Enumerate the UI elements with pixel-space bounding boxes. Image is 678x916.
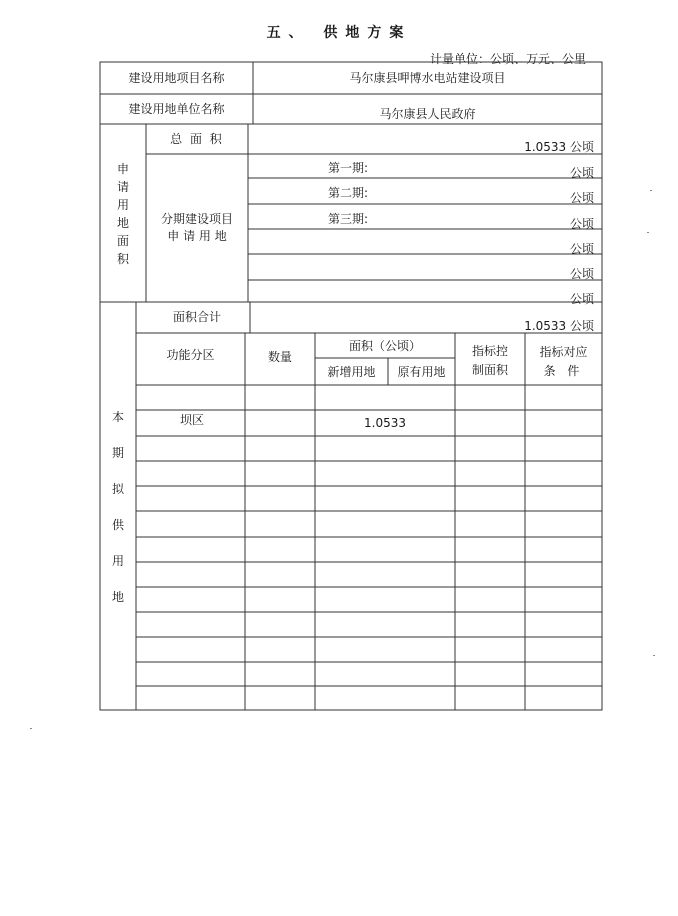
col-count-header: 数量 xyxy=(267,350,292,364)
col-ctrl-header-line1: 指标控 xyxy=(471,344,508,358)
phase-2-label: 第二期: xyxy=(328,186,369,200)
project-name-label: 建设用地项目名称 xyxy=(128,71,225,85)
col-cond-header-line1: 指标对应 xyxy=(539,345,588,359)
phase-3-unit: 公顷 xyxy=(569,217,594,231)
col-zone-header: 功能分区 xyxy=(166,348,215,362)
phase-6-unit: 公顷 xyxy=(569,292,594,306)
unit-name-label: 建设用地单位名称 xyxy=(128,102,225,116)
area-total-value: 1.0533 公顷 xyxy=(524,319,594,333)
phase-2-unit: 公顷 xyxy=(569,191,594,205)
col-cond-header-line2: 条 件 xyxy=(543,364,584,378)
phase-1-unit: 公顷 xyxy=(569,166,594,180)
project-name-value: 马尔康县呷博水电站建设项目 xyxy=(349,71,506,85)
total-area-label: 总 面 积 xyxy=(170,132,224,146)
col-new-header: 新增用地 xyxy=(327,365,376,379)
phase-label-line2: 申 请 用 地 xyxy=(167,229,227,243)
phase-5-unit: 公顷 xyxy=(569,267,594,281)
phase-4-unit: 公顷 xyxy=(569,242,594,256)
scan-speck xyxy=(653,655,655,656)
col-ctrl-header-line2: 制面积 xyxy=(471,363,508,377)
col-existing-header: 原有用地 xyxy=(397,365,446,379)
supply-side-label: 本 期 拟 供 用 地 xyxy=(111,410,124,604)
total-area-value: 1.0533 公顷 xyxy=(524,140,594,154)
apply-side-label: 申 请 用 地 面 积 xyxy=(116,162,129,266)
col-area-header: 面积（公顷） xyxy=(348,339,421,353)
table-row-2-zone: 坝区 xyxy=(180,413,205,427)
page-title: 五、 供地方案 xyxy=(266,25,412,41)
unit-name-value: 马尔康县人民政府 xyxy=(379,107,476,121)
scan-speck xyxy=(30,728,32,729)
table-row-2-new: 1.0533 xyxy=(364,416,406,430)
area-total-label: 面积合计 xyxy=(172,310,221,324)
phase-3-label: 第三期: xyxy=(328,212,369,226)
unit-note: 计量单位：公顷、万元、公里 xyxy=(429,52,586,66)
phase-1-label: 第一期: xyxy=(328,161,369,175)
scan-speck xyxy=(647,232,649,233)
scan-speck xyxy=(650,190,652,191)
phase-label-line1: 分期建设项目 xyxy=(160,212,233,226)
